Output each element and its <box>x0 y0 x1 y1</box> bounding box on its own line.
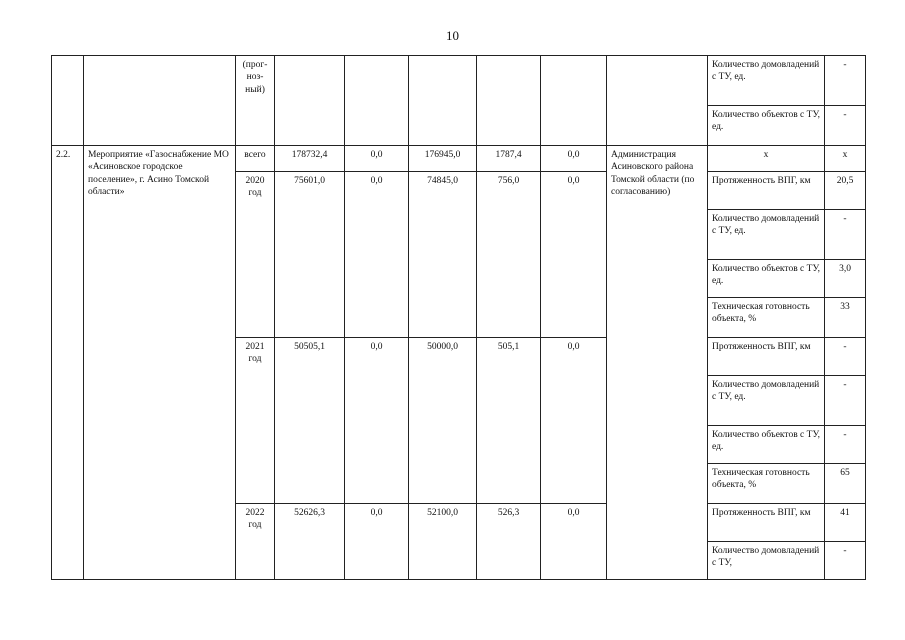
year-label: 2022 <box>245 508 265 518</box>
indicator-label: Количество домовладений с ТУ, ед. <box>708 56 825 106</box>
indicator-label: Протяженность ВПГ, км <box>708 338 825 376</box>
indicator-value: 41 <box>825 504 866 542</box>
year-label: 2021 <box>245 342 265 352</box>
value-cell: 505,1 <box>477 338 541 504</box>
indicator-value: 65 <box>825 464 866 504</box>
indicator-label: x <box>708 146 825 172</box>
year-unit: год <box>248 188 262 199</box>
value-cell: 0,0 <box>541 172 607 338</box>
indicator-value: 3,0 <box>825 260 866 298</box>
year-cell <box>236 338 275 504</box>
period-cell: (прог- ноз- ный) <box>236 56 275 146</box>
value-cell: 1787,4 <box>477 146 541 172</box>
year-cell <box>236 504 275 580</box>
indicator-value: - <box>825 56 866 106</box>
value-cell: 0,0 <box>345 338 409 504</box>
value-cell: 0,0 <box>345 504 409 580</box>
value-cell: 75601,0 <box>275 172 345 338</box>
indicator-label: Техническая готовность объекта, % <box>708 464 825 504</box>
value-cell: 756,0 <box>477 172 541 338</box>
indicator-label: Количество домовладений с ТУ, <box>708 542 825 580</box>
indicator-value: - <box>825 426 866 464</box>
value-cell: 52100,0 <box>409 504 477 580</box>
value-cell <box>275 56 345 146</box>
name-cell <box>84 56 236 146</box>
period-cell: всего <box>236 146 275 172</box>
indicator-value: 33 <box>825 298 866 338</box>
year-cell <box>236 172 275 338</box>
indicator-value: - <box>825 210 866 260</box>
value-cell: 0,0 <box>345 172 409 338</box>
value-cell: 0,0 <box>541 338 607 504</box>
year-label: 2020 <box>245 176 265 186</box>
value-cell <box>345 56 409 146</box>
indicator-value: - <box>825 376 866 426</box>
value-cell: 50505,1 <box>275 338 345 504</box>
executor-cell: Администрация Асиновского района Томской области (по согласованию) <box>607 146 708 580</box>
value-cell <box>409 56 477 146</box>
year-unit: год <box>248 354 262 365</box>
indicator-label: Количество объектов с ТУ, ед. <box>708 426 825 464</box>
value-cell: 178732,4 <box>275 146 345 172</box>
executor-cell <box>607 56 708 146</box>
indicator-value: x <box>825 146 866 172</box>
indicator-label: Количество домовладений с ТУ, ед. <box>708 210 825 260</box>
value-cell <box>541 56 607 146</box>
activity-table <box>51 55 866 580</box>
indicator-label: Количество объектов с ТУ, ед. <box>708 260 825 298</box>
indicator-value: - <box>825 338 866 376</box>
value-cell: 0,0 <box>345 146 409 172</box>
indicator-value: - <box>825 106 866 146</box>
indicator-value: - <box>825 542 866 580</box>
table-row <box>52 146 866 172</box>
value-cell: 52626,3 <box>275 504 345 580</box>
indicator-label: Протяженность ВПГ, км <box>708 504 825 542</box>
item-number: 2.2. <box>52 146 84 580</box>
value-cell: 50000,0 <box>409 338 477 504</box>
value-cell: 0,0 <box>541 146 607 172</box>
number-cell <box>52 56 84 146</box>
indicator-label: Количество объектов с ТУ, ед. <box>708 106 825 146</box>
indicator-value: 20,5 <box>825 172 866 210</box>
indicator-label: Количество домовладений с ТУ, ед. <box>708 376 825 426</box>
year-unit: год <box>248 520 262 531</box>
value-cell: 0,0 <box>541 504 607 580</box>
value-cell: 74845,0 <box>409 172 477 338</box>
page-number: 10 <box>446 28 459 43</box>
indicator-label: Протяженность ВПГ, км <box>708 172 825 210</box>
value-cell: 176945,0 <box>409 146 477 172</box>
table-row <box>52 56 866 106</box>
value-cell <box>477 56 541 146</box>
item-name: Мероприятие «Газоснабжение МО «Асиновское городское поселение», г. Асино Томской области» <box>84 146 236 580</box>
value-cell: 526,3 <box>477 504 541 580</box>
indicator-label: Техническая готовность объекта, % <box>708 298 825 338</box>
